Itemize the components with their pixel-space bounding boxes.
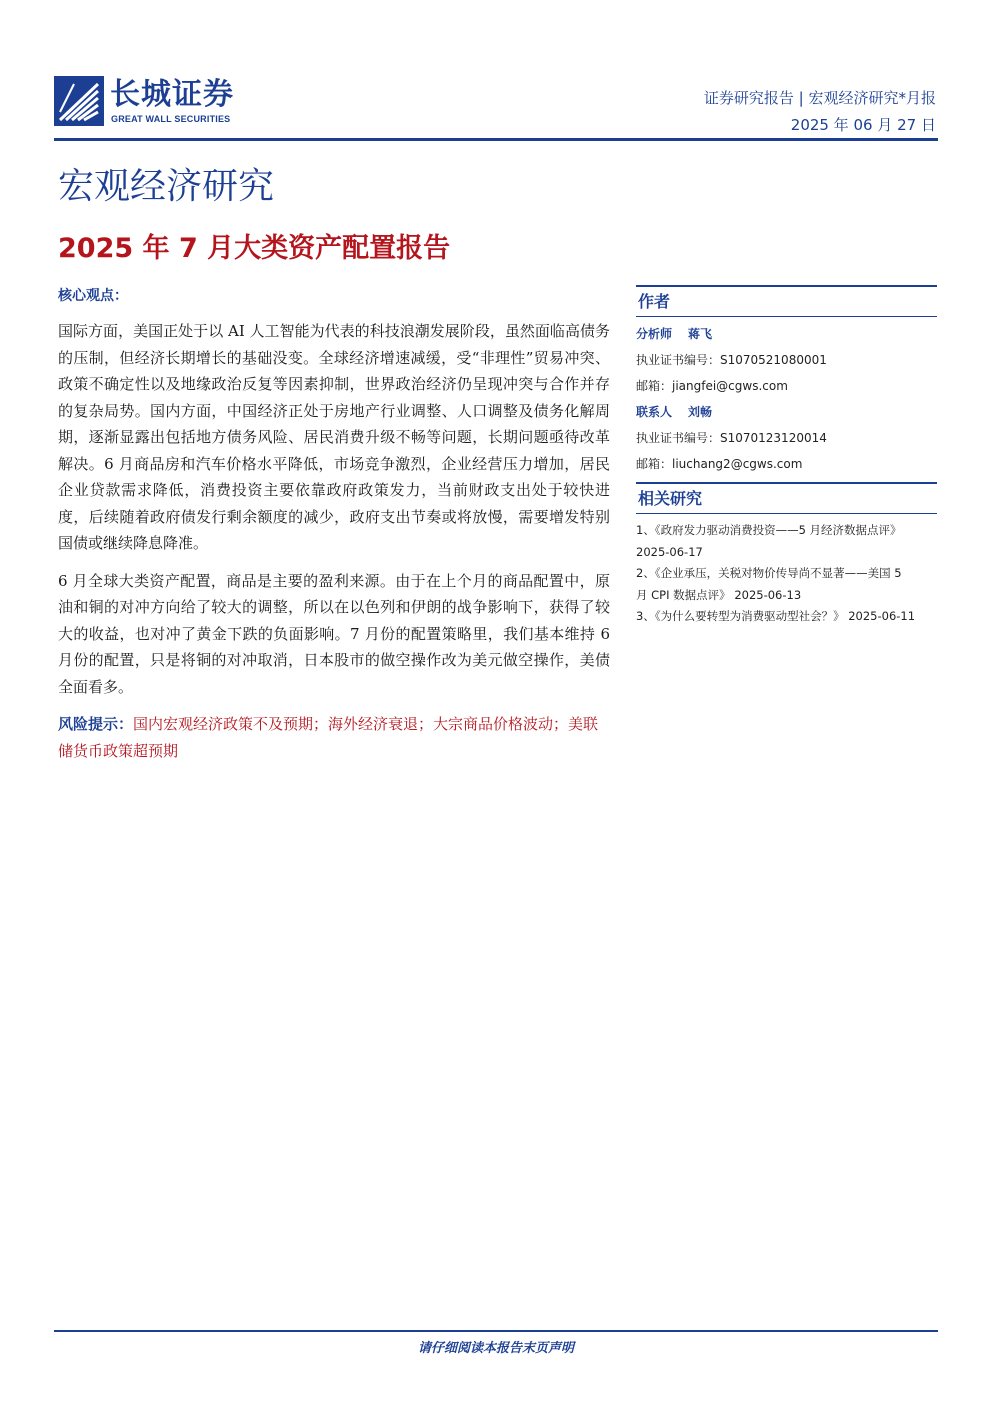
report-meta — [704, 88, 936, 135]
related-item-line: 月 CPI 数据点评》 2025-06-13 — [636, 587, 802, 602]
related-item-line[interactable]: 2、《企业承压，关税对物价传导尚不显著——美国 5 — [636, 566, 902, 580]
author-heading: 作者 — [636, 285, 937, 317]
analyst-row — [636, 321, 937, 347]
related-item-line: 2025-06-17 — [636, 544, 703, 559]
contact-cert: 执业证书编号：S1070123120014 — [636, 431, 827, 445]
report-title: 2025 年 7 月大类资产配置报告 — [58, 233, 451, 264]
sidebar — [636, 285, 937, 628]
contact-name: 刘畅 — [688, 405, 713, 419]
main-content — [58, 282, 610, 764]
report-type: 证券研究报告 | 宏观经济研究*月报 — [703, 89, 936, 107]
analyst-cert: 执业证书编号：S1070521080001 — [636, 353, 827, 367]
report-date: 2025 年 06 月 27 日 — [790, 116, 936, 134]
author-block — [636, 317, 937, 477]
core-paragraph-1: 国际方面，美国正处于以 AI 人工智能为代表的科技浪潮发展阶段，虽然面临高债务的压制，但经济长期增长的基础没变。全球经济增速减缓，受“非理性”贸易冲突、政策不确定性以及地缘政治反复等因素抑制，世界政治经济仍呈现冲突与合作并存的复杂局势。国内方面，中国经济正处于房地产行业调整、人口调整及债务化解周期，逐渐显露出包括地方债务风险、居民消费升级不畅等问题，长期问题亟待改革解决。6 月商品房和汽车价格水平降低，市场竞争激烈，企业经营压力增加，居民企业贷款需求降低，消费投资主要依靠政府政策发力，当前财政支出处于较快进度，后续随着政府债发行剩余额度的减少，政府支出节奏或将放慢，需要增发特别国债或继续降息降准。 — [58, 322, 610, 552]
related-research-list — [636, 514, 937, 628]
analyst-email[interactable]: 邮箱：jiangfei@cgws.com — [636, 379, 788, 393]
logo-chinese-name: 长城证券 — [110, 77, 234, 112]
footer-divider — [54, 1330, 938, 1332]
analyst-name: 蒋飞 — [688, 327, 713, 341]
analyst-role: 分析师 — [636, 327, 673, 341]
related-item-line[interactable]: 3、《为什么要转型为消费驱动型社会？》 2025-06-11 — [636, 609, 916, 623]
header-divider — [54, 138, 938, 141]
great-wall-logo-icon — [54, 76, 104, 126]
related-item-line[interactable]: 1、《政府发力驱动消费投资——5 月经济数据点评》 — [636, 523, 902, 537]
logo-english-name: GREAT WALL SECURITIES — [111, 114, 231, 124]
core-paragraph-2: 6 月全球大类资产配置，商品是主要的盈利来源。由于在上个月的商品配置中，原油和铜的对冲方向给了较大的调整，所以在以色列和伊朗的战争影响下，获得了较大的收益，也对冲了黄金下跌的负面影响。7 月份的配置策略里，我们基本维持 6 月份的配置，只是将铜的对冲取消，日本股市的做空操作改为美元做空操作，美债全面看多。 — [58, 571, 610, 696]
related-research-heading: 相关研究 — [636, 482, 937, 514]
company-logo — [54, 76, 274, 128]
section-title: 宏观经济研究 — [58, 166, 275, 207]
footer-disclaimer: 请仔细阅读本报告末页声明 — [417, 1341, 574, 1356]
risk-text: 国内宏观经济政策不及预期；海外经济衰退；大宗商品价格波动；美联储货币政策超预期 — [58, 715, 599, 760]
risk-warning — [58, 711, 610, 764]
contact-role: 联系人 — [636, 405, 673, 419]
contact-email[interactable]: 邮箱：liuchang2@cgws.com — [636, 457, 803, 471]
risk-label: 风险提示： — [58, 715, 134, 733]
contact-row — [636, 399, 937, 425]
core-views-label: 核心观点： — [58, 288, 128, 304]
